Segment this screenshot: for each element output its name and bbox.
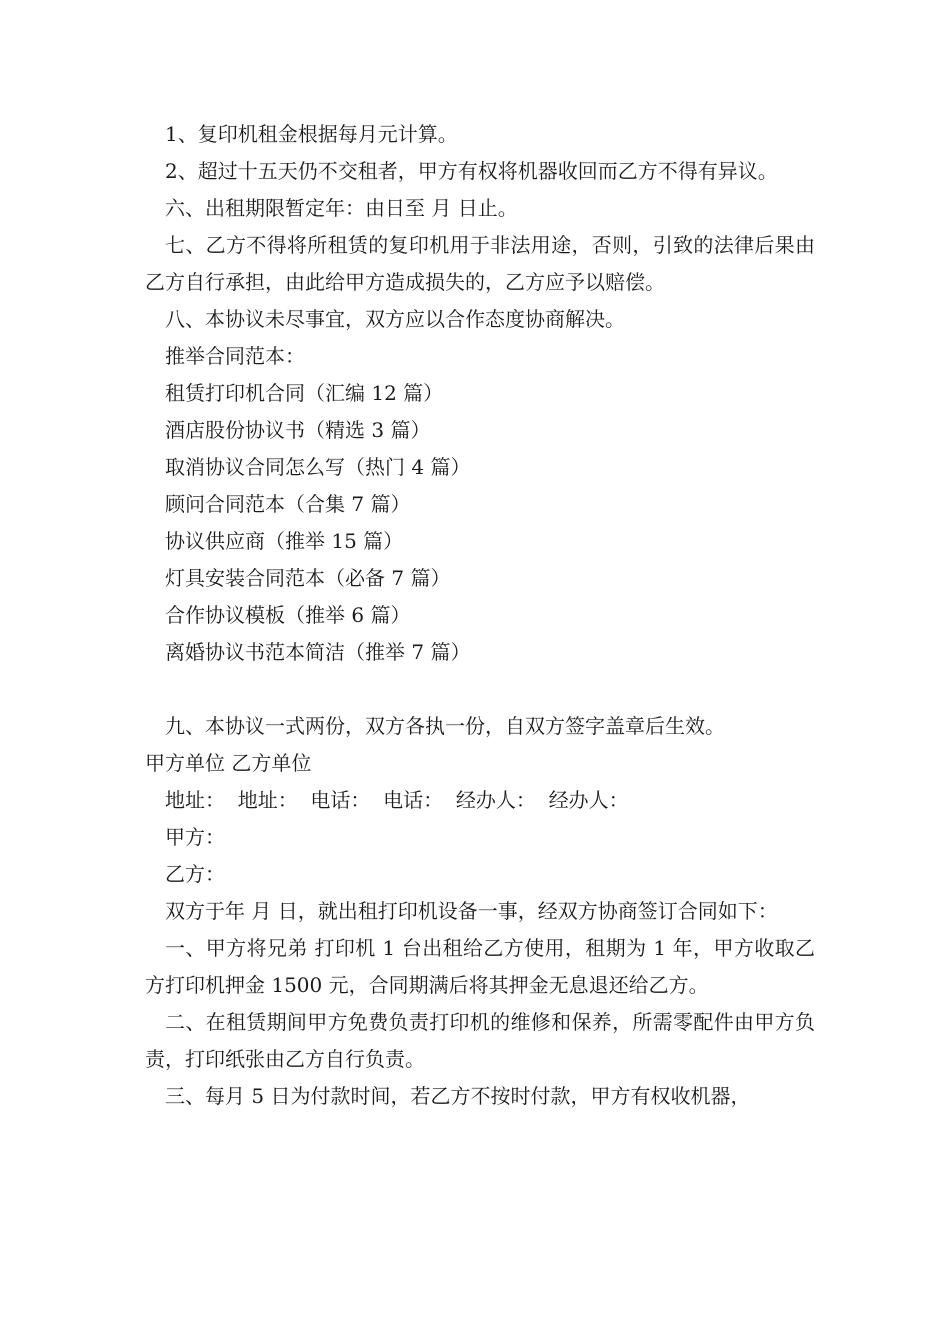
recommend-item[interactable]: 协议供应商（推举 15 篇） <box>165 529 404 553</box>
paragraph-lease-term: 六、出租期限暂定年：由日至 月 日止。 <box>165 196 518 220</box>
recommend-item[interactable]: 离婚协议书范本简洁（推举 7 篇） <box>165 640 471 664</box>
paragraph-rent-rate: 1、复印机租金根据每月元计算。 <box>165 122 458 146</box>
paragraph-clause-one: 一、甲方将兄弟 打印机 1 台出租给乙方使用，租期为 1 年，甲方收取乙方打印机押金 1500 元，合同期满后将其押金无息退还给乙方。 <box>145 936 815 997</box>
paragraph-illegal-use: 七、乙方不得将所租赁的复印机用于非法用途，否则，引致的法律后果由乙方自行承担，由此给甲方造成损失的，乙方应予以赔偿。 <box>145 233 815 294</box>
recommend-item[interactable]: 顾问合同范本（合集 7 篇） <box>165 492 411 516</box>
blank-line <box>145 671 815 708</box>
recommend-item[interactable]: 取消协议合同怎么写（热门 4 篇） <box>165 455 471 479</box>
recommend-item[interactable]: 合作协议模板（推举 6 篇） <box>165 603 411 627</box>
recommend-heading: 推举合同范本： <box>165 344 305 368</box>
recommend-item[interactable]: 酒店股份协议书（精选 3 篇） <box>165 418 431 442</box>
recommend-item[interactable]: 灯具安装合同范本（必备 7 篇） <box>165 566 451 590</box>
paragraph-clause-three: 三、每月 5 日为付款时间，若乙方不按时付款，甲方有权收机器， <box>165 1084 751 1108</box>
paragraph-agreement-intro: 双方于年 月 日，就出租打印机设备一事，经双方协商签订合同如下： <box>165 899 778 923</box>
paragraph-late-payment: 2、超过十五天仍不交租者，甲方有权将机器收回而乙方不得有异议。 <box>165 159 778 183</box>
document-page <box>145 116 815 1115</box>
paragraph-clause-nine: 九、本协议一式两份，双方各执一份，自双方签字盖章后生效。 <box>165 714 725 738</box>
party-a-line: 甲方： <box>165 825 225 849</box>
recommend-list <box>145 375 815 671</box>
paragraph-clause-two: 二、在租赁期间甲方免费负责打印机的维修和保养，所需零配件由甲方负责，打印纸张由乙方自行负责。 <box>145 1010 815 1071</box>
recommend-item[interactable]: 租赁打印机合同（汇编 12 篇） <box>165 381 444 405</box>
contact-line: 地址： 地址： 电话： 电话： 经办人： 经办人： <box>165 788 629 812</box>
units-line: 甲方单位 乙方单位 <box>145 751 312 775</box>
party-b-line: 乙方： <box>165 862 225 886</box>
paragraph-unresolved-matters: 八、本协议未尽事宜，双方应以合作态度协商解决。 <box>165 307 625 331</box>
